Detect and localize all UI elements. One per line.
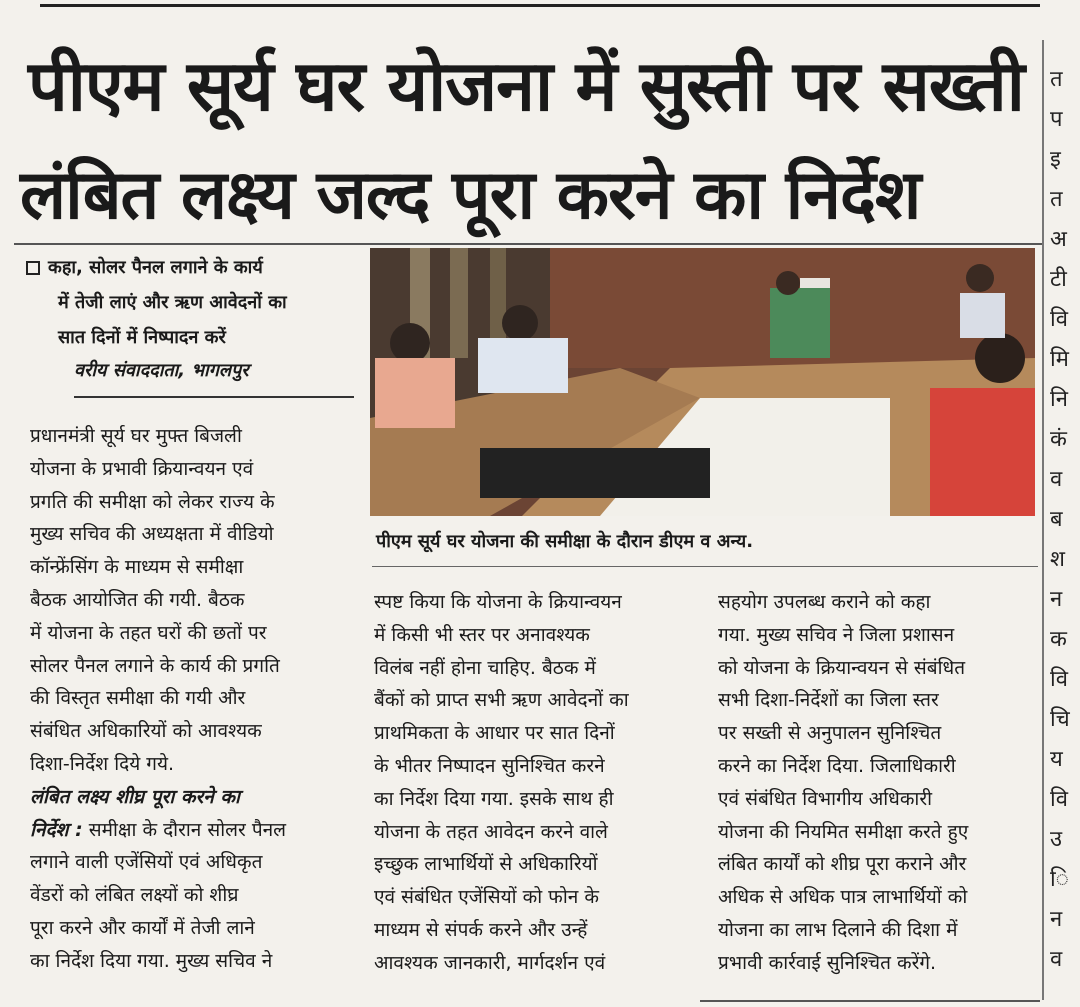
article-line: एवं संबंधित एजेंसियों को फोन के [374,886,599,909]
article-line: सोलर पैनल लगाने के कार्य की प्रगति [30,654,280,677]
article-line: संबंधित अधिकारियों को आवश्यक [30,720,262,743]
article-line: प्रधानमंत्री सूर्य घर मुफ्त बिजली [30,425,242,447]
article-line: योजना के तहत आवेदन करने वाले [374,820,608,843]
article-line: प्रगति की समीक्षा को लेकर राज्य के [30,490,275,513]
article-line: में योजना के तहत घरों की छतों पर [30,621,267,644]
fragment-text: वि [1050,307,1068,332]
bottom-rule [700,1000,1040,1002]
meeting-photo-illustration [370,248,1035,516]
article-line: का निर्देश दिया गया. इसके साथ ही [374,787,614,810]
article-column-2 [374,586,692,980]
article-line: सहयोग उपलब्ध कराने को कहा [718,591,931,613]
column-divider [1042,40,1044,1000]
fragment-text: व [1050,467,1063,492]
headline-line-1: पीएम सूर्य घर योजना में सुस्ती पर सख्ती [28,45,1024,127]
top-rule [40,4,1040,7]
article-line: लंबित कार्यों को शीघ्र पूरा कराने और [718,853,967,876]
fragment-text: उ [1050,827,1063,852]
article-line: में किसी भी स्तर पर अनावश्यक [374,623,590,646]
article-line: पूरा करने और कार्यों में तेजी लाने [30,916,255,939]
article-text: समीक्षा के दौरान सोलर पैनल [82,818,287,841]
fragment-text: इ [1050,147,1061,172]
article-line: के भीतर निष्पादन सुनिश्चित करने [374,754,605,777]
article-line: एवं संबंधित विभागीय अधिकारी [718,787,933,810]
article-line: प्राथमिकता के आधार पर सात दिनों [374,722,615,745]
article-line: योजना की नियमित समीक्षा करते हुए [718,820,969,843]
bullet-square-icon [26,261,40,275]
fragment-text: त [1050,67,1063,92]
byline: वरीय संवाददाता, भागलपुर [74,360,249,381]
meeting-photo [370,248,1035,516]
photo-caption: पीएम सूर्य घर योजना की समीक्षा के दौरान डीएम व अन्य. [376,531,754,552]
fragment-text: न [1050,907,1063,932]
fragment-text: व [1050,947,1063,972]
adjacent-column-fragments [1050,60,1080,1000]
article-line: लगाने वाली एजेंसियों एवं अधिकृत [30,851,263,874]
article-line: माध्यम से संपर्क करने और उन्हें [374,918,588,941]
article-line: लंबित लक्ष्य शीघ्र पूरा करने का [30,785,240,808]
article-line [30,814,346,847]
article-line: योजना का लाभ दिलाने की दिशा में [718,918,958,941]
article-line: विलंब नहीं होना चाहिए. बैठक में [374,656,596,679]
article-line: बैंकों को प्राप्त सभी ऋण आवेदनों का [374,689,629,712]
byline-rule [74,396,354,398]
article-line: की विस्तृत समीक्षा की गयी और [30,687,246,710]
caption-rule [372,566,1038,567]
fragment-text: क [1050,627,1067,652]
article-line: आवश्यक जानकारी, मार्गदर्शन एवं [374,951,606,974]
article-line: योजना के प्रभावी क्रियान्वयन एवं [30,457,254,480]
fragment-text: न [1050,587,1063,612]
fragment-text: य [1050,747,1063,772]
subhead-text: निर्देश : [30,818,83,841]
deck-line: कहा, सोलर पैनल लगाने के कार्य [26,250,356,285]
deck [26,250,356,355]
deck-line: सात दिनों में निष्पादन करें [58,327,226,348]
article-line: बैठक आयोजित की गयी. बैठक [30,588,245,611]
article-line: पर सख्ती से अनुपालन सुनिश्चित [718,722,942,745]
article-line: स्पष्ट किया कि योजना के क्रियान्वयन [374,591,622,613]
article-line: मुख्य सचिव की अध्यक्षता में वीडियो [30,523,274,546]
headline-line-2: लंबित लक्ष्य जल्द पूरा करने का निर्देश [20,156,921,235]
article-line: दिशा-निर्देश दिये गये. [30,752,175,775]
article-line: इच्छुक लाभार्थियों से अधिकारियों [374,853,598,876]
article-line: अधिक से अधिक पात्र लाभार्थियों को [718,886,968,909]
fragment-text: अ [1050,227,1067,252]
fragment-text: ि [1050,867,1069,892]
fragment-text: चि [1050,707,1070,732]
fragment-text: श [1050,547,1065,572]
fragment-text: त [1050,187,1063,212]
article-column-3 [718,586,1038,980]
fragment-text: वि [1050,787,1068,812]
article-line: करने का निर्देश दिया. जिलाधिकारी [718,754,956,777]
fragment-text: ब [1050,507,1063,532]
fragment-text: वि [1050,667,1068,692]
article-line: सभी दिशा-निर्देशों का जिला स्तर [718,689,939,712]
deck-line: में तेजी लाएं और ऋण आवेदनों का [58,292,287,313]
article-line: प्रभावी कार्रवाई सुनिश्चित करेंगे. [718,951,937,974]
article-line: का निर्देश दिया गया. मुख्य सचिव ने [30,949,273,972]
fragment-text: मि [1050,347,1069,372]
fragment-text: नि [1050,387,1068,412]
article-column-1 [30,420,346,978]
fragment-text: कं [1050,427,1067,452]
article-line: कॉन्फ्रेंसिंग के माध्यम से समीक्षा [30,556,244,579]
fragment-text: प [1050,107,1063,132]
article-line: गया. मुख्य सचिव ने जिला प्रशासन [718,623,955,646]
article-line: वेंडरों को लंबित लक्ष्यों को शीघ्र [30,884,239,907]
article-line: को योजना के क्रियान्वयन से संबंधित [718,656,966,679]
headline-rule [14,243,1044,245]
fragment-text: टी [1050,267,1067,292]
